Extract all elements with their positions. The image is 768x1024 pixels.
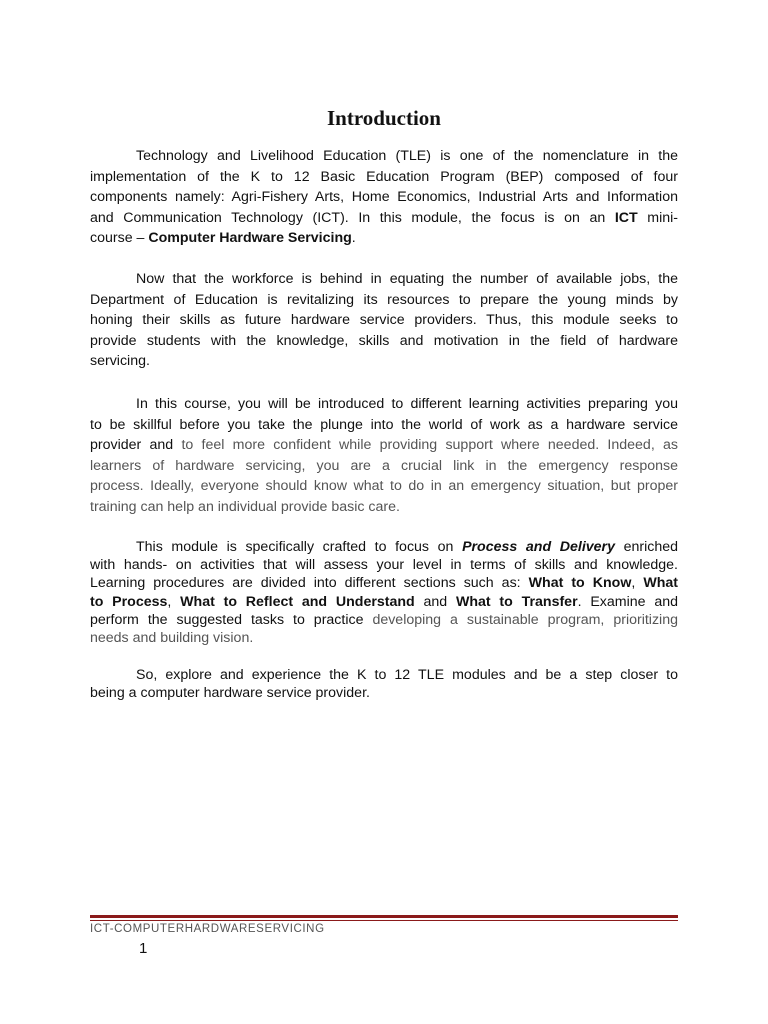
paragraph	[90, 666, 678, 702]
page-title: Introduction	[327, 106, 441, 131]
paragraph	[90, 269, 678, 372]
text-run: learners of hardware servicing, you are a crucial link in the emergency response	[90, 457, 678, 474]
text-line	[90, 415, 678, 436]
emphasis-text: ICT	[614, 209, 638, 226]
text-line	[90, 290, 678, 311]
text-run: and	[414, 593, 456, 610]
text-line	[90, 331, 678, 352]
text-run: to feel more confident while providing support where needed. Indeed, as	[181, 437, 678, 454]
text-line	[90, 574, 678, 592]
text-run: mini-	[637, 209, 678, 226]
text-line	[90, 394, 678, 415]
emphasis-text: What to Reflect and Understand	[180, 593, 415, 610]
paragraph	[90, 538, 678, 647]
emphasis-text: What to Know	[528, 575, 632, 592]
text-run: training can help an individual provide basic care.	[90, 498, 400, 515]
text-line	[90, 629, 678, 647]
text-line	[90, 146, 678, 167]
text-line	[90, 228, 678, 249]
text-run: needs and building vision.	[90, 629, 254, 646]
text-line	[90, 310, 678, 331]
text-run: course –	[90, 230, 149, 247]
text-run: provide students with the knowledge, skills and motivation in the field of hardware	[90, 332, 678, 349]
text-line	[90, 208, 678, 229]
text-run: perform the suggested tasks to practice	[90, 611, 373, 628]
text-line	[90, 476, 678, 497]
text-run: provider and	[90, 437, 182, 454]
text-run: . Examine and	[577, 593, 678, 610]
text-run: and Communication Technology (ICT). In this module, the focus is on an	[90, 209, 615, 226]
text-run: components namely: Agri-Fishery Arts, Home Economics, Industrial Arts and Information	[90, 189, 678, 206]
text-run: implementation of the K to 12 Basic Education Program (BEP) composed of four	[90, 168, 678, 185]
text-run: being a computer hardware service provider.	[90, 685, 370, 702]
text-line	[90, 666, 678, 684]
text-run: honing their skills as future hardware service providers. Thus, this module seeks to	[90, 312, 678, 329]
footer-label: ICT-COMPUTERHARDWARESERVICING	[90, 923, 325, 935]
text-line	[90, 497, 678, 518]
text-line	[90, 593, 678, 611]
text-run: servicing.	[90, 353, 150, 370]
text-run: So, explore and experience the K to 12 TLE modules and be a step closer to	[136, 667, 678, 683]
text-run: ,	[631, 575, 644, 592]
text-run: to be skillful before you take the plunge into the world of work as a hardware service	[90, 416, 678, 433]
text-line	[90, 538, 678, 556]
emphasis-text: Process and Delivery	[462, 539, 615, 555]
text-run: process. Ideally, everyone should know what to do in an emergency situation, but proper	[90, 478, 678, 495]
page-number: 1	[139, 940, 148, 957]
text-run: Now that the workforce is behind in equating the number of available jobs, the	[136, 271, 678, 287]
text-run: Technology and Livelihood Education (TLE) is one of the nomenclature in the	[136, 148, 678, 164]
footer-rule	[90, 920, 678, 921]
text-line	[90, 435, 678, 456]
text-line	[90, 556, 678, 574]
emphasis-text: to Process	[90, 593, 168, 610]
text-run: ,	[167, 593, 181, 610]
text-run: with hands- on activities that will assess your level in terms of skills and knowledge.	[90, 557, 678, 574]
text-line	[90, 456, 678, 477]
text-run: Department of Education is revitalizing its resources to prepare the young minds by	[90, 291, 678, 308]
text-run: This module is specifically crafted to focus on	[136, 539, 463, 555]
text-line	[90, 684, 678, 702]
text-run: Learning procedures are divided into different sections such as:	[90, 575, 529, 592]
text-line	[90, 269, 678, 290]
emphasis-text: What	[643, 575, 679, 592]
text-line	[90, 351, 678, 372]
text-line	[90, 611, 678, 629]
text-run: In this course, you will be introduced to different learning activities preparing you	[136, 396, 678, 412]
text-line	[90, 167, 678, 188]
paragraph	[90, 146, 678, 249]
emphasis-text: Computer Hardware Servicing	[148, 230, 352, 247]
text-run: .	[351, 230, 356, 247]
emphasis-text: What to Transfer	[455, 593, 578, 610]
footer-rule	[90, 915, 678, 918]
text-run: enriched	[614, 539, 679, 555]
paragraph	[90, 394, 678, 518]
text-run: developing a sustainable program, prioritizing	[372, 611, 678, 628]
text-line	[90, 187, 678, 208]
